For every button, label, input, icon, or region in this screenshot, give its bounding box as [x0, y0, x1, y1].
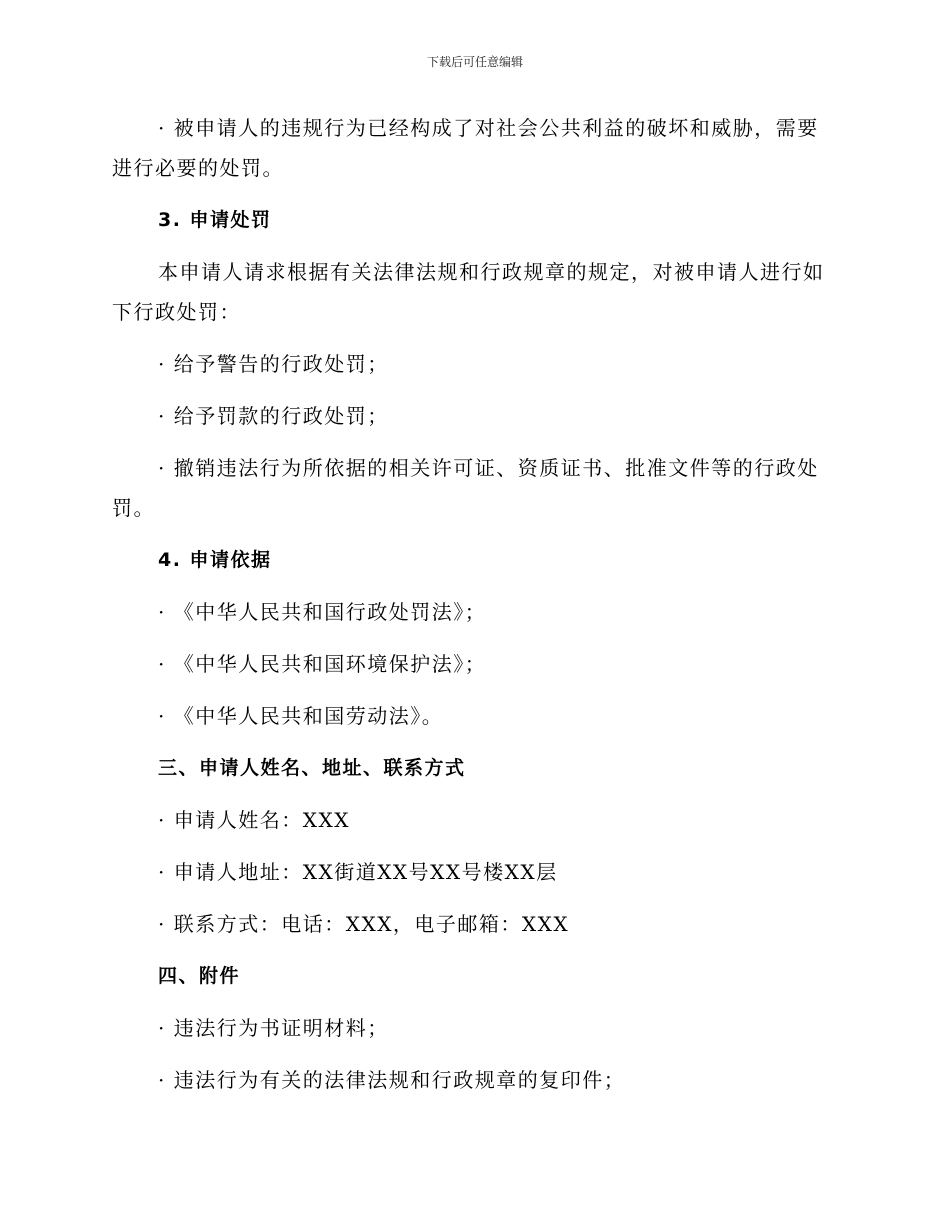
list-item: · 撤销违法行为所依据的相关许可证、资质证书、批准文件等的行政处罚。	[112, 456, 819, 520]
list-item: · 申请人地址：XX街道XX号XX号楼XX层	[158, 860, 558, 884]
paragraph-violation-threat: · 被申请人的违规行为已经构成了对社会公共利益的破坏和威胁，需要进行必要的处罚。	[112, 116, 819, 180]
section-heading-attachments: 四、附件	[158, 965, 241, 987]
section-heading-applicant-info: 三、申请人姓名、地址、联系方式	[158, 757, 466, 779]
paragraph-penalty-intro: 本申请人请求根据有关法律法规和行政规章的规定，对被申请人进行如下行政处罚：	[112, 260, 825, 324]
list-item: · 给予警告的行政处罚；	[158, 352, 389, 376]
section-heading-apply-penalty: 3. 申请处罚	[158, 209, 272, 231]
header-note: 下载后可任意编辑	[426, 55, 523, 69]
list-item: · 违法行为书证明材料；	[158, 1016, 389, 1040]
list-item: · 《中华人民共和国行政处罚法》；	[158, 600, 487, 624]
list-item: · 违法行为有关的法律法规和行政规章的复印件；	[158, 1068, 626, 1092]
list-item: · 给予罚款的行政处罚；	[158, 404, 389, 428]
list-item: · 联系方式：电话：XXX，电子邮箱：XXX	[158, 912, 570, 936]
list-item: · 申请人姓名：XXX	[158, 808, 350, 832]
document-body	[112, 108, 830, 1112]
list-item: · 《中华人民共和国劳动法》。	[158, 704, 444, 728]
section-heading-apply-basis: 4. 申请依据	[158, 549, 272, 571]
list-item: · 《中华人民共和国环境保护法》；	[158, 652, 487, 676]
